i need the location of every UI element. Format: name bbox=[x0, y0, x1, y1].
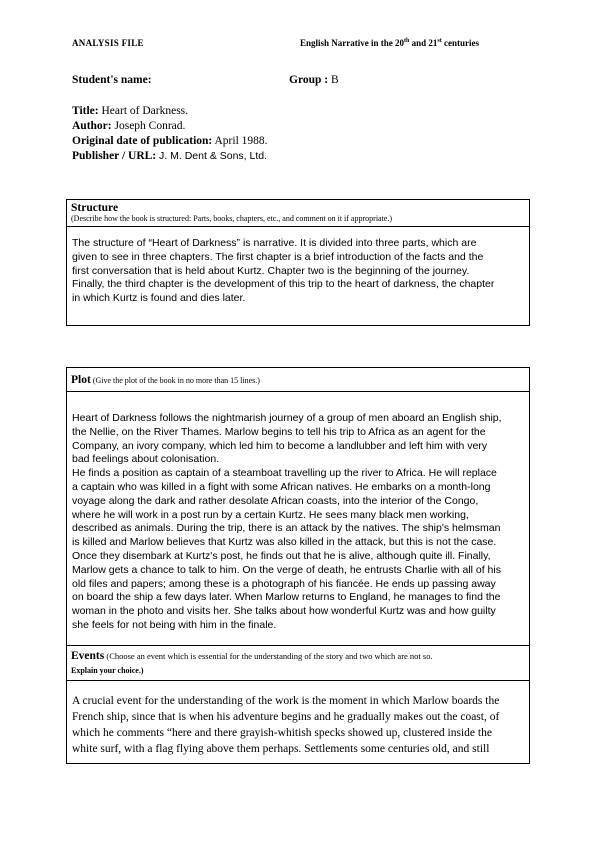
plot-instructions: (Give the plot of the book in no more than 15 lines.) bbox=[90, 376, 260, 385]
publication-date-field: Original date of publication: April 1988. bbox=[72, 135, 268, 147]
structure-section bbox=[66, 199, 530, 326]
events-text: A crucial event for the understanding of the work is the moment in which Marlow boards the French ship, since that is when his adventure begins and he gradually makes out the coast, of which he comments “here and there grayish-whitish specks showed up, clustered inside the white surf, with a flag flying above them perhaps. Settlements some centuries old, and still bbox=[72, 695, 500, 755]
author-field: Author: Joseph Conrad. bbox=[72, 120, 186, 132]
events-header bbox=[67, 646, 529, 678]
group-field: Group : B bbox=[289, 74, 339, 86]
structure-instructions: (Describe how the book is structured: Parts, books, chapters, etc., and comment on it if appropriate.) bbox=[71, 214, 393, 223]
events-instructions-bold: Explain your choice.) bbox=[71, 666, 144, 675]
title-field: Title: Heart of Darkness. bbox=[72, 105, 189, 117]
header-course-title: English Narrative in the 20th and 21st centuries bbox=[300, 38, 479, 48]
structure-header bbox=[67, 200, 529, 227]
plot-header bbox=[67, 368, 529, 392]
student-name-field: Student's name: bbox=[72, 74, 152, 86]
publisher-field: Publisher / URL: J. M. Dent & Sons, Ltd. bbox=[72, 150, 268, 162]
header-analysis-file: ANALYSIS FILE bbox=[72, 38, 144, 48]
plot-text: Heart of Darkness follows the nightmarish journey of a group of men aboard an English ship, the Nellie, on the River Thames. Marlow begins to tell his trip to Africa as an agent for the Company, an ivory company, which led him to become a landlubber and left him with very bad feelings about colonisation. He finds a position as captain of a steamboat travelling up the river to Africa. He will replace a captain who was killed in a fight with some African natives. He embarks on a month-long voyage along the dark and rather desolate African coasts, into the interior of the Congo, where he will work in a post run by a certain Kurtz. He sees many black men working, described as animals. During the trip, there is an attack by the natives. The ship's helmsman is killed and Marlow believes that Kurtz was also killed in the attack, but this is not the case. Once they disembark at Kurtz's post, he finds out that he is alive, although quite ill. Finally, Marlow gets a chance to talk to him. On the verge of death, he entrusts Charlie with all of his old files and papers; among these is a photograph of his fiancée. He ends up passing away on board the ship a few days later. When Marlow returns to England, he manages to find the woman in the photo and visits her. She talks about how wonderful Kurtz was and how guilty she feels for not being with him in the finale. bbox=[72, 412, 502, 631]
events-instructions: (Choose an event which is essential for the understanding of the story and two which are not so. bbox=[104, 651, 433, 661]
structure-text: The structure of “Heart of Darkness” is narrative. It is divided into three parts, which are given to see in three chapters. The first chapter is a brief introduction of the facts and the first conversation that is held about Kurtz. Chapter two is the beginning of the journey. Finally, the third chapter is the development of this trip to the heart of darkness, the chapter in which Kurtz is found and dies later. bbox=[72, 237, 495, 305]
structure-title: Structure bbox=[71, 202, 119, 214]
events-title: Events bbox=[71, 650, 105, 662]
plot-events-section bbox=[66, 367, 530, 764]
plot-title: Plot bbox=[71, 374, 91, 386]
